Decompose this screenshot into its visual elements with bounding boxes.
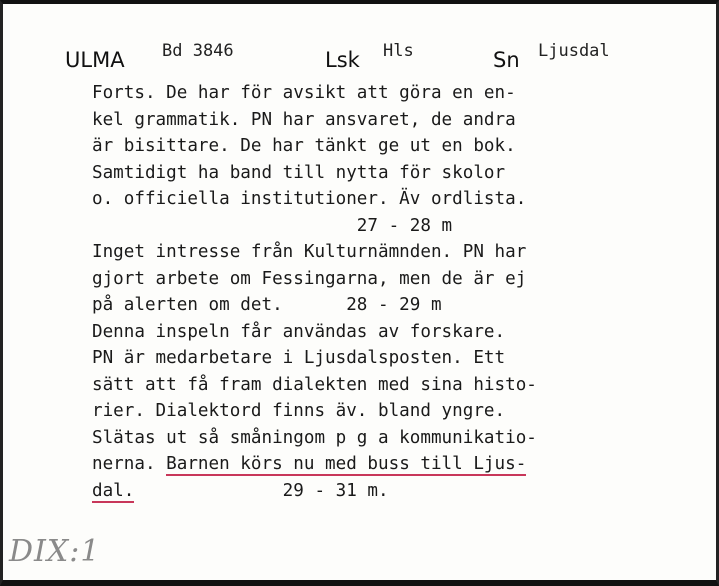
underlined-text: Barnen körs nu med buss till Ljus- — [166, 454, 527, 474]
archive-label: ULMA — [65, 48, 125, 72]
tape-counter: 29 - 31 m. — [134, 480, 389, 501]
text-line: gjort arbete om Fessingarna, men de är ej — [92, 268, 527, 289]
line-start: nerna. — [92, 454, 167, 474]
tape-counter: 27 - 28 m — [92, 215, 453, 236]
text-line: Denna inspeln får användas av forskare. — [92, 321, 506, 342]
text-line: Slätas ut så småningom p g a kommunikatio- — [92, 427, 537, 448]
underlined-text: dal. — [92, 480, 135, 501]
text-line: Forts. De har för avsikt att göra en en- — [92, 83, 516, 103]
text-line: sätt att få fram dialekten med sina histo- — [92, 374, 537, 395]
text-line: kel grammatik. PN har ansvaret, de andra — [92, 109, 516, 130]
parish-value: Ljusdal — [538, 41, 610, 61]
volume-number: Bd 3846 — [162, 41, 234, 61]
pencil-annotation: DIX:1 — [9, 534, 101, 569]
parish-label: Sn — [493, 48, 520, 72]
typed-notes — [92, 80, 537, 504]
text-line: PN är medarbetare i Ljusdalsposten. Ett — [92, 348, 506, 368]
text-line: o. officiella institutioner. Äv ordlista. — [92, 189, 527, 209]
province-label: Lsk — [325, 48, 360, 72]
text-line: är bisittare. De har tänkt ge ut en bok. — [92, 136, 516, 156]
text-line: rier. Dialektord finns äv. bland yngre. — [92, 401, 506, 421]
text-line: Samtidigt ha band till nytta för skolor — [92, 162, 506, 183]
province-value: Hls — [383, 41, 414, 61]
text-line — [92, 478, 537, 505]
text-line: på alerten om det. 28 - 29 m — [92, 295, 442, 315]
text-line — [92, 451, 537, 478]
text-line: Inget intresse från Kulturnämnden. PN har — [92, 242, 527, 262]
